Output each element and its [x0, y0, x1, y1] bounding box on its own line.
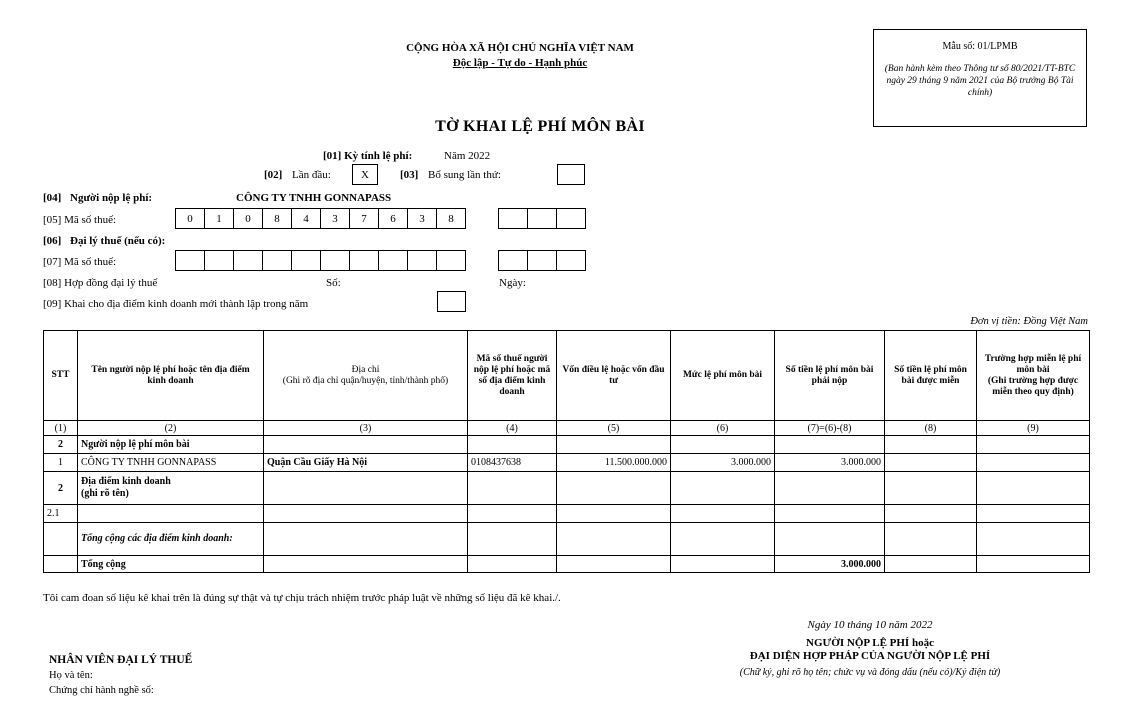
signer-title-line1: NGƯỜI NỘP LỆ PHÍ hoặc: [806, 637, 934, 649]
new-location-checkbox[interactable]: [437, 291, 466, 312]
header-fee-payable: Số tiền lệ phí môn bài phải nộp: [775, 331, 885, 421]
col-num-4: (4): [468, 421, 557, 436]
table-row: [44, 556, 1090, 573]
grand-total-label: Tổng cộng: [78, 556, 264, 573]
period-label: [01] Kỳ tính lệ phí:: [323, 150, 413, 162]
header-exemption-case: Trường hợp miễn lệ phí môn bài (Ghi trường hợp được miễn theo quy định): [977, 331, 1090, 421]
column-number-row: [44, 421, 1090, 436]
signature-date: Ngày 10 tháng 10 năm 2022: [807, 619, 933, 631]
col-num-6: (6): [671, 421, 775, 436]
tax-id-digit-box[interactable]: 8: [262, 208, 292, 229]
period-value: Năm 2022: [444, 150, 491, 162]
payer-section-label: Người nộp lệ phí môn bài: [78, 436, 264, 454]
payer-row-capital: 11.500.000.000: [557, 454, 671, 472]
agent-tax-suffix-box-3[interactable]: [556, 250, 586, 271]
agent-tax-id-digit-box[interactable]: [175, 250, 205, 271]
contract-date-label: Ngày:: [499, 277, 526, 289]
form-issuance-note: (Ban hành kèm theo Thông tư số 80/2021/TT-BTC ngày 29 tháng 9 năm 2021 của Bộ trưởng Bộ Tài chính): [884, 64, 1076, 98]
tax-id-digit-box[interactable]: 4: [291, 208, 321, 229]
tax-id-suffix-box-1[interactable]: [498, 208, 528, 229]
signer-title-line2: ĐẠI DIỆN HỢP PHÁP CỦA NGƯỜI NỘP LỆ PHÍ: [749, 650, 991, 662]
agent-tax-id-digit-box[interactable]: [349, 250, 379, 271]
col-num-7: (7)=(6)-(8): [775, 421, 885, 436]
agent-staff-title: NHÂN VIÊN ĐẠI LÝ THUẾ: [49, 654, 193, 666]
document-title: TỜ KHAI LỆ PHÍ MÔN BÀI: [435, 118, 645, 135]
contract-number-label: Số:: [326, 277, 341, 289]
currency-unit-note: Đơn vị tiền: Đồng Việt Nam: [970, 316, 1088, 327]
payer-row-tax-id: 0108437638: [468, 454, 557, 472]
form-code: Mẫu số: 01/LPMB: [942, 41, 1018, 52]
agent-label: Đại lý thuế (nếu có):: [70, 235, 166, 247]
supplement-number-box[interactable]: [557, 164, 585, 185]
first-time-label: Lần đầu:: [292, 169, 331, 181]
tax-id-digit-box[interactable]: 0: [175, 208, 205, 229]
supplement-label: Bổ sung lần thứ:: [428, 169, 501, 181]
tax-id-digit-box[interactable]: 6: [378, 208, 408, 229]
agent-staff-name-label: Họ và tên:: [49, 670, 93, 681]
agent-tax-suffix-box-2[interactable]: [527, 250, 557, 271]
agent-tax-id-digit-box[interactable]: [378, 250, 408, 271]
payer-row-name: CÔNG TY TNHH GONNAPASS: [78, 454, 264, 472]
header-address: Địa chỉ (Ghi rõ địa chỉ quận/huyện, tỉnh/thành phố): [264, 331, 468, 421]
agent-tax-id-digit-box[interactable]: [320, 250, 350, 271]
tax-id-digit-box[interactable]: 3: [407, 208, 437, 229]
payer-section-stt: 2: [44, 436, 78, 454]
col-num-5: (5): [557, 421, 671, 436]
table-row: [44, 454, 1090, 472]
location-total-label: Tổng cộng các địa điểm kinh doanh:: [78, 523, 264, 556]
tax-id-digit-box[interactable]: 0: [233, 208, 263, 229]
header-fee-exempt: Số tiền lệ phí môn bài được miễn: [885, 331, 977, 421]
header-capital: Vốn điều lệ hoặc vốn đầu tư: [557, 331, 671, 421]
payer-code: [04]: [43, 192, 62, 204]
tax-id-digit-box[interactable]: 1: [204, 208, 234, 229]
contract-label: [08] Hợp đồng đại lý thuế: [43, 277, 158, 289]
location-section-stt: 2: [44, 472, 78, 505]
table-header-row: [44, 331, 1090, 421]
tax-id-digit-box[interactable]: 8: [436, 208, 466, 229]
grand-total-fee-payable: 3.000.000: [775, 556, 885, 573]
agent-tax-id-digit-box[interactable]: [407, 250, 437, 271]
new-location-label: [09] Khai cho địa điểm kinh doanh mới thành lập trong năm: [43, 298, 309, 310]
national-heading: CỘNG HÒA XÃ HỘI CHỦ NGHĨA VIỆT NAM: [406, 42, 634, 54]
col-num-3: (3): [264, 421, 468, 436]
supplement-code: [03]: [400, 169, 419, 181]
agent-staff-cert-label: Chứng chỉ hành nghề số:: [49, 685, 154, 696]
first-time-code: [02]: [264, 169, 283, 181]
signature-instructions: (Chữ ký, ghi rõ họ tên; chức vụ và đóng dấu (nếu có)/Ký điện tử): [739, 667, 1001, 678]
fee-table: [43, 330, 1090, 573]
agent-tax-id-digit-box[interactable]: [204, 250, 234, 271]
agent-code: [06]: [43, 235, 62, 247]
agent-tax-id-digit-box[interactable]: [291, 250, 321, 271]
tax-id-digit-box[interactable]: 7: [349, 208, 379, 229]
col-num-9: (9): [977, 421, 1090, 436]
agent-tax-id-digit-box[interactable]: [233, 250, 263, 271]
agent-tax-id-digit-box[interactable]: [436, 250, 466, 271]
col-num-2: (2): [78, 421, 264, 436]
payer-stt: 1: [44, 454, 78, 472]
header-tax-id: Mã số thuế người nộp lệ phí hoặc mã số địa điểm kinh doanh: [468, 331, 557, 421]
payer-row-fee-level: 3.000.000: [671, 454, 775, 472]
agent-tax-id-digit-box[interactable]: [262, 250, 292, 271]
location-section-label: Địa điểm kinh doanh (ghi rõ tên): [78, 472, 264, 505]
national-motto: Độc lập - Tự do - Hạnh phúc: [452, 57, 588, 69]
tax-id-label: [05] Mã số thuế:: [43, 214, 117, 226]
header-name: Tên người nộp lệ phí hoặc tên địa điểm kinh doanh: [78, 331, 264, 421]
header-stt: STT: [44, 331, 78, 421]
payer-label: Người nộp lệ phí:: [70, 192, 153, 204]
tax-id-suffix-box-2[interactable]: [527, 208, 557, 229]
tax-id-suffix-box-3[interactable]: [556, 208, 586, 229]
table-row: [44, 472, 1090, 505]
header-fee-level: Mức lệ phí môn bài: [671, 331, 775, 421]
first-time-checkbox[interactable]: X: [352, 164, 378, 185]
table-row: [44, 523, 1090, 556]
agent-tax-id-label: [07] Mã số thuế:: [43, 256, 117, 268]
agent-tax-suffix-box-1[interactable]: [498, 250, 528, 271]
payer-row-address: Quận Cầu Giấy Hà Nội: [264, 454, 468, 472]
location-item-stt: 2.1: [44, 505, 78, 523]
table-row: [44, 505, 1090, 523]
table-row: [44, 436, 1090, 454]
commitment-statement: Tôi cam đoan số liệu kê khai trên là đúng sự thật và tự chịu trách nhiệm trước pháp luật về những số liệu đã kê khai./.: [43, 592, 561, 604]
col-num-8: (8): [885, 421, 977, 436]
tax-id-digit-box[interactable]: 3: [320, 208, 350, 229]
payer-row-fee-payable: 3.000.000: [775, 454, 885, 472]
payer-name: CÔNG TY TNHH GONNAPASS: [236, 192, 392, 204]
col-num-1: (1): [44, 421, 78, 436]
